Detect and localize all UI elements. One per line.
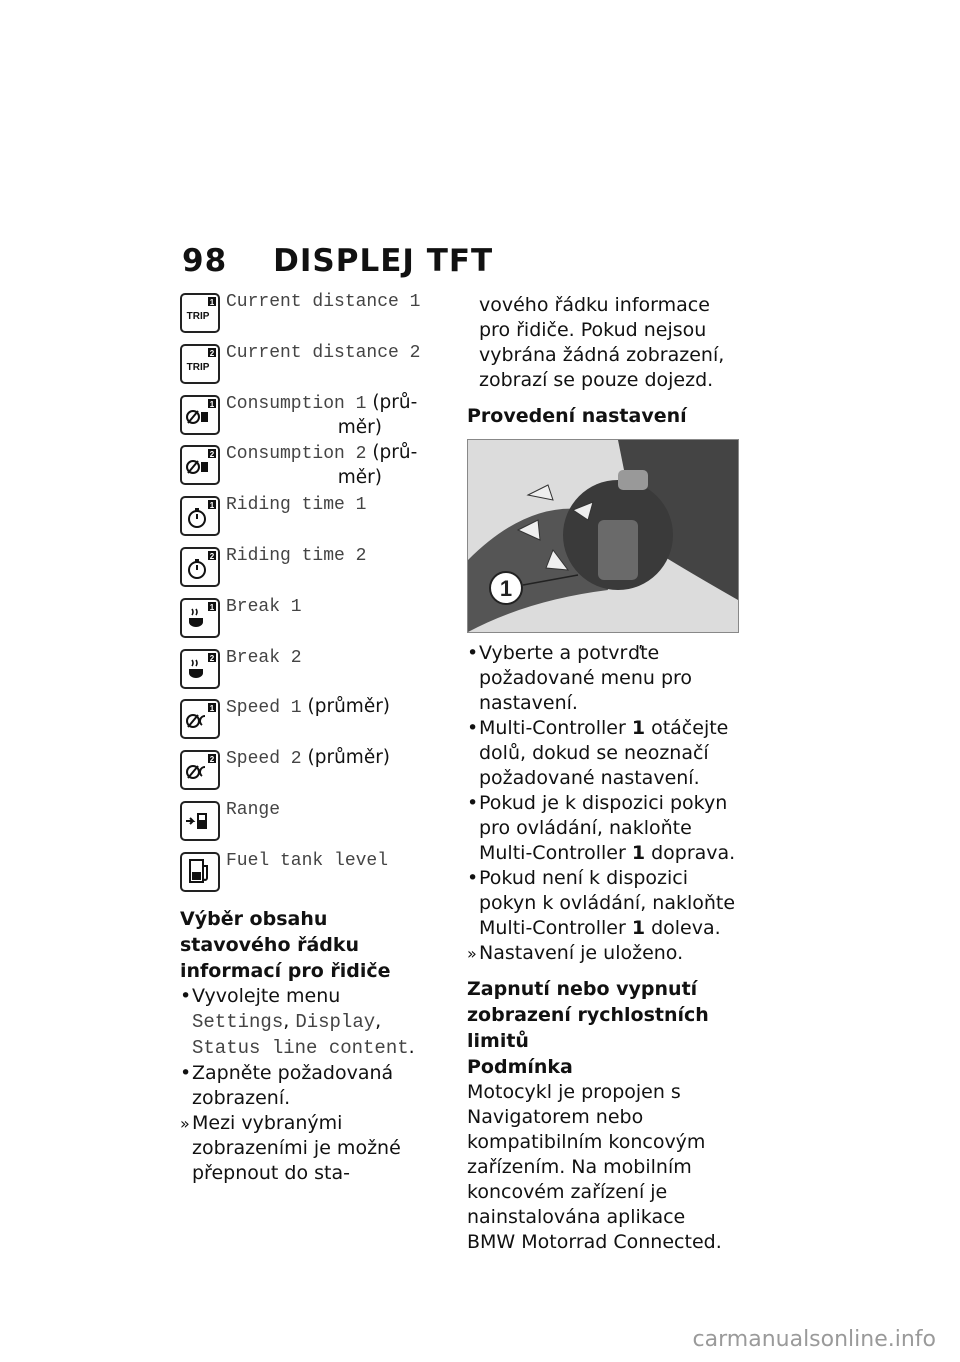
steps-list bbox=[180, 984, 440, 1186]
svg-text:2: 2 bbox=[209, 450, 215, 460]
break-2-icon bbox=[180, 649, 220, 689]
icon-label: Consumption 1 (prů- měr) bbox=[226, 391, 418, 438]
icon-label: Riding time 1 bbox=[226, 495, 367, 516]
step-item: • Vyberte a potvrďte požadované menu pro nastavení. bbox=[467, 641, 739, 716]
body-text: Motocykl je propojen s Navigatorem nebo kompatibilním koncovým zařízením. Na mobilním koncovém zařízení je nainstalována aplikace BMW Motorrad Connected. bbox=[467, 1081, 722, 1253]
svg-text:1: 1 bbox=[209, 501, 215, 511]
icon-list-item bbox=[180, 490, 440, 541]
section-status-line bbox=[180, 906, 440, 1186]
menu-display: Display bbox=[295, 1011, 376, 1033]
icon-list bbox=[180, 287, 440, 897]
svg-text:1: 1 bbox=[209, 704, 215, 714]
consumption-2-icon bbox=[180, 445, 220, 485]
icon-list-item bbox=[180, 389, 440, 440]
icon-label: Break 2 bbox=[226, 647, 302, 668]
svg-text:1: 1 bbox=[209, 399, 215, 409]
icon-list-item bbox=[180, 744, 440, 795]
icon-list-item bbox=[180, 592, 440, 643]
icon-list-item bbox=[180, 439, 440, 490]
icon-list-item bbox=[180, 541, 440, 592]
icon-list-item bbox=[180, 693, 440, 744]
icon-label: Speed 2 (průměr) bbox=[226, 747, 391, 770]
continued-text: vového řádku informace pro řidiče. Pokud nejsou vybrána žádná zobrazení, zobrazí se pouze dojezd. bbox=[479, 294, 725, 391]
figure-callout: 1 bbox=[499, 576, 513, 601]
icon-label: Consumption 2 (prů- měr) bbox=[226, 442, 418, 489]
icon-label: Range bbox=[226, 799, 281, 820]
break-1-icon bbox=[180, 598, 220, 638]
icon-list-item bbox=[180, 338, 440, 389]
right-column bbox=[467, 293, 739, 1255]
fuel-tank-icon bbox=[180, 852, 220, 892]
step-item: • Multi-Controller 1 otáčejte dolů, dokud se neoznačí požadované nastavení. bbox=[467, 716, 739, 791]
page-title: DISPLEJ TFT bbox=[273, 243, 494, 279]
range-icon bbox=[180, 801, 220, 841]
icon-list-item bbox=[180, 795, 440, 846]
icon-label: Fuel tank level bbox=[226, 850, 389, 871]
menu-settings: Settings bbox=[192, 1011, 284, 1033]
svg-text:1: 1 bbox=[209, 298, 215, 307]
icon-label: Break 1 bbox=[226, 596, 302, 617]
step-item: • Vyvolejte menu Settings, Display, Status line content. bbox=[180, 984, 440, 1061]
icon-list-item bbox=[180, 846, 440, 897]
section-heading: Výběr obsahu stavového řádku informací pro řidiče bbox=[180, 908, 391, 982]
consumption-1-icon bbox=[180, 395, 220, 435]
svg-text:TRIP: TRIP bbox=[186, 361, 210, 373]
svg-text:1: 1 bbox=[209, 602, 215, 612]
section-heading: Zapnutí nebo vypnutí zobrazení rychlostních limitů bbox=[467, 978, 709, 1052]
page-header bbox=[182, 243, 493, 279]
section-heading: Provedení nastavení bbox=[467, 405, 687, 427]
icon-label: Speed 1 (průměr) bbox=[226, 696, 391, 719]
svg-text:2: 2 bbox=[209, 653, 215, 663]
riding-time-1-icon bbox=[180, 496, 220, 536]
icon-list-item bbox=[180, 287, 440, 338]
icon-label: Current distance 2 bbox=[226, 342, 421, 363]
speed-2-icon bbox=[180, 750, 220, 790]
svg-text:TRIP: TRIP bbox=[186, 311, 210, 322]
speed-1-icon bbox=[180, 699, 220, 739]
riding-time-2-icon bbox=[180, 547, 220, 587]
icon-list-item bbox=[180, 643, 440, 694]
result-item: » Nastavení je uloženo. bbox=[467, 941, 739, 966]
page-number: 98 bbox=[182, 243, 228, 279]
step-item: • Zapněte požadovaná zobrazení. bbox=[180, 1061, 440, 1111]
steps-list bbox=[467, 641, 739, 966]
watermark: carmanualsonline.info bbox=[692, 1327, 936, 1352]
subheading: Podmínka bbox=[467, 1056, 573, 1078]
menu-status-line-content: Status line content bbox=[192, 1037, 409, 1059]
trip-1-icon bbox=[180, 293, 220, 333]
step-item: • Pokud není k dispozici pokyn k ovládání, nakloňte Multi-Controller 1 doleva. bbox=[467, 866, 739, 941]
trip-2-icon bbox=[180, 344, 220, 384]
icon-label: Current distance 1 bbox=[226, 292, 421, 312]
svg-text:2: 2 bbox=[209, 348, 215, 358]
svg-text:2: 2 bbox=[209, 755, 215, 765]
svg-text:2: 2 bbox=[209, 551, 215, 561]
step-item: • Pokud je k dispozici pokyn pro ovládání, nakloňte Multi-Controller 1 doprava. bbox=[467, 791, 739, 866]
icon-label: Riding time 2 bbox=[226, 545, 367, 566]
multi-controller-figure bbox=[467, 439, 739, 633]
result-item: » Mezi vybranými zobrazeními je možné přepnout do sta- bbox=[180, 1111, 440, 1186]
